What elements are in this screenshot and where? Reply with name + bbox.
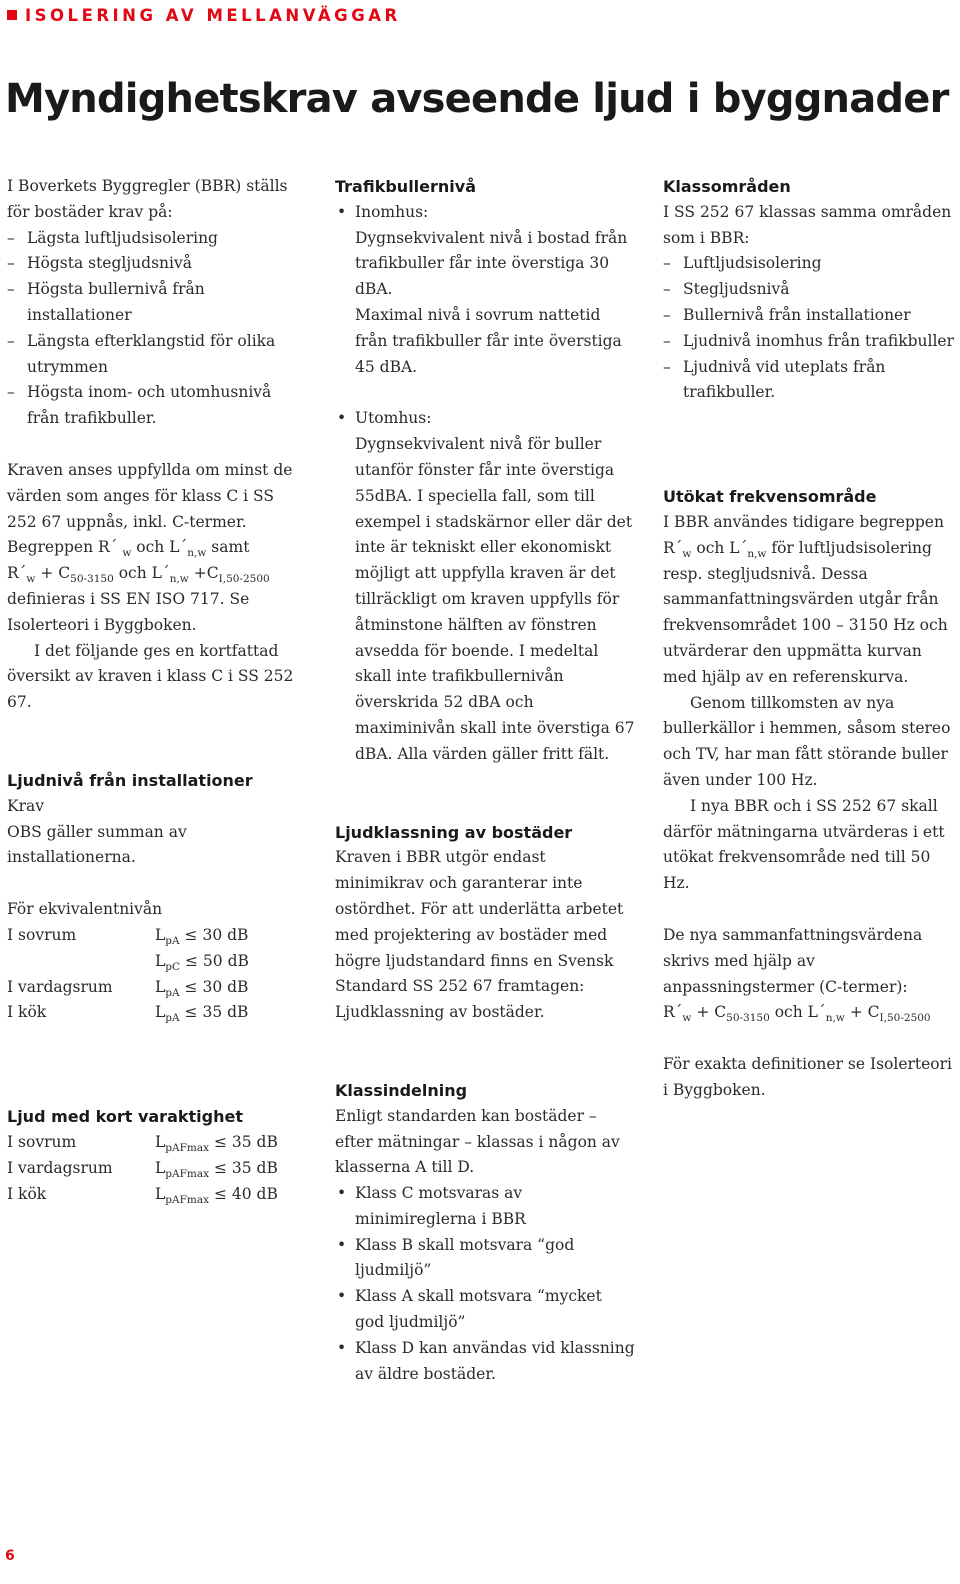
paragraph: För exakta definitioner se Isolerteori i Byggboken.: [663, 1055, 953, 1099]
red-square-icon: [7, 10, 17, 20]
text-line: OBS gäller summan av installationerna.: [7, 822, 187, 867]
list-item: – Högsta inom- och utomhusnivå från trafikbuller.: [7, 380, 307, 432]
list-item: – Bullernivå från installationer: [663, 303, 955, 329]
requirement-row: I kök $L_{pAFmax} \le 40$ dB: [7, 1184, 278, 1206]
section-heading: Klassindelning: [335, 1080, 468, 1100]
paragraph: I SS 252 67 klassas samma områden som i BBR:: [663, 202, 952, 247]
text-line: För ekvivalentnivån: [7, 900, 163, 919]
section-heading: Trafikbullernivå: [335, 177, 476, 196]
bullet-item: • Klass B skall motsvara “god ljudmiljö”: [335, 1233, 635, 1285]
section-header: [7, 6, 401, 25]
list-item: – Ljudnivå vid uteplats från trafikbuller.: [663, 355, 955, 407]
list-item: – Stegljudsnivå: [663, 277, 955, 303]
list-item: – Högsta stegljudsnivå: [7, 251, 307, 277]
paragraph: Dygnsekvivalent nivå i bostad från trafikbuller får inte överstiga 30 dBA.: [355, 228, 628, 299]
text-line: Krav: [7, 796, 44, 815]
bullet-item: • Klass C motsvaras av minimireglerna i BBR: [335, 1181, 635, 1233]
intro-text: I Boverkets Byggregler (BBR) ställs för bostäder krav på:: [7, 177, 288, 221]
list-item: – Lägsta luftljudsisolering: [7, 226, 307, 252]
column-2: [335, 174, 635, 1387]
section-heading: Ljudnivå från installationer: [7, 770, 253, 790]
paragraph: De nya sammanfattningsvärdena skrivs med hjälp av anpassningstermer (C-termer): $R´_w + C_{50-3150}$ och $L´_{n,w} + C_{I,50-2500}$: [663, 925, 931, 1025]
paragraph: Dygnsekvivalent nivå för buller utanför fönster får inte överstiga 55dBA. I speciella fall, som till exempel i stadskärnor eller där det inte är tekniskt eller ekonomiskt möjligt att uppfylla kraven är det tillräckligt om kraven uppfylls för åtminstone hälften av fönstren avsedda för boende. I medeltal skall inte trafikbullernivån överskrida 52 dBA och maximinivån skall inte överstiga 67 dBA. Alla värden gäller fritt fält.: [355, 435, 635, 763]
paragraph: Enligt standarden kan bostäder – efter mätningar – klassas i någon av klasserna A till D.: [335, 1106, 620, 1177]
requirement-row: I sovrum $L_{pAFmax} \le 35$ dB: [7, 1132, 278, 1154]
paragraph: I nya BBR och i SS 252 67 skall därför mätningarna utvärderas i ett utökat frekvensområde ned till 50 Hz.: [663, 796, 945, 893]
requirement-row: I vardagsrum $L_{pAFmax} \le 35$ dB: [7, 1158, 278, 1180]
list-item: – Luftljudsisolering: [663, 251, 955, 277]
section-heading: Klassområden: [663, 177, 791, 196]
paragraph: Genom tillkomsten av nya bullerkällor i hemmen, såsom stereo och TV, har man fått störande buller även under 100 Hz.: [663, 693, 951, 789]
list-item: – Längsta efterklangstid för olika utrymmen: [7, 329, 307, 381]
paragraph: Kraven anses uppfyllda om minst de värden som anges för klass C i SS 252 67 uppnås, inkl. C-termer.: [7, 460, 293, 531]
page-number: 6: [5, 1548, 15, 1564]
bullet-item: • Inomhus:: [335, 200, 635, 226]
list-item: – Ljudnivå inomhus från trafikbuller: [663, 329, 955, 355]
paragraph: Maximal nivå i sovrum nattetid från trafikbuller får inte överstiga 45 dBA.: [355, 305, 622, 376]
section-heading: Ljudklassning av bostäder: [335, 822, 573, 842]
column-1: [7, 174, 307, 1207]
list-item: – Högsta bullernivå från installationer: [7, 277, 307, 329]
definition-paragraph: Begreppen R´ $_w$ och $L´_{n,w}$ samt $R´_w + C_{50-3150}$ och $L´_{n,w} +C_{I,50-2500}$ definieras i SS EN ISO 717. Se Isolerteori i Byggboken.: [7, 538, 270, 634]
paragraph: Kraven i BBR utgör endast minimikrav och garanterar inte ostördhet. För att underlätta arbetet med projektering av bostäder med högre ljudstandard finns en Svensk Standard SS 252 67 framtagen: Ljudklassning av bostäder.: [335, 848, 624, 1022]
requirement-row: I sovrum $L_{pA} \le 30$ dB: [7, 925, 249, 947]
requirement-row: $L_{pC} \le 50$ dB: [155, 951, 249, 973]
section-label: ISOLERING AV MELLANVÄGGAR: [25, 6, 401, 25]
section-heading: Ljud med kort varaktighet: [7, 1107, 243, 1127]
bullet-item: • Klass A skall motsvara “mycket god ljudmiljö”: [335, 1284, 635, 1336]
bullet-item: • Klass D kan användas vid klassning av äldre bostäder.: [335, 1336, 635, 1388]
bullet-item: • Utomhus:: [335, 406, 635, 432]
requirement-row: I kök $L_{pA} \le 35$ dB: [7, 1003, 249, 1025]
column-3: [663, 174, 955, 1104]
section-heading: Utökat frekvensområde: [663, 487, 877, 507]
paragraph: I BBR användes tidigare begreppen $R´_w$ och $L´_{n,w}$ för luftljudsisolering resp. stegljudsnivå. Dessa sammanfattningsvärden utgår från frekvensområdet 100 – 3150 Hz och utvärderar den uppmätta kurvan med hjälp av en referenskurva.: [663, 512, 948, 686]
page-title: Myndighetskrav avseende ljud i byggnader: [5, 76, 949, 122]
paragraph: I det följande ges en kortfattad översikt av kraven i klass C i SS 252 67.: [7, 641, 294, 712]
requirement-row: I vardagsrum $L_{pA} \le 30$ dB: [7, 977, 249, 999]
